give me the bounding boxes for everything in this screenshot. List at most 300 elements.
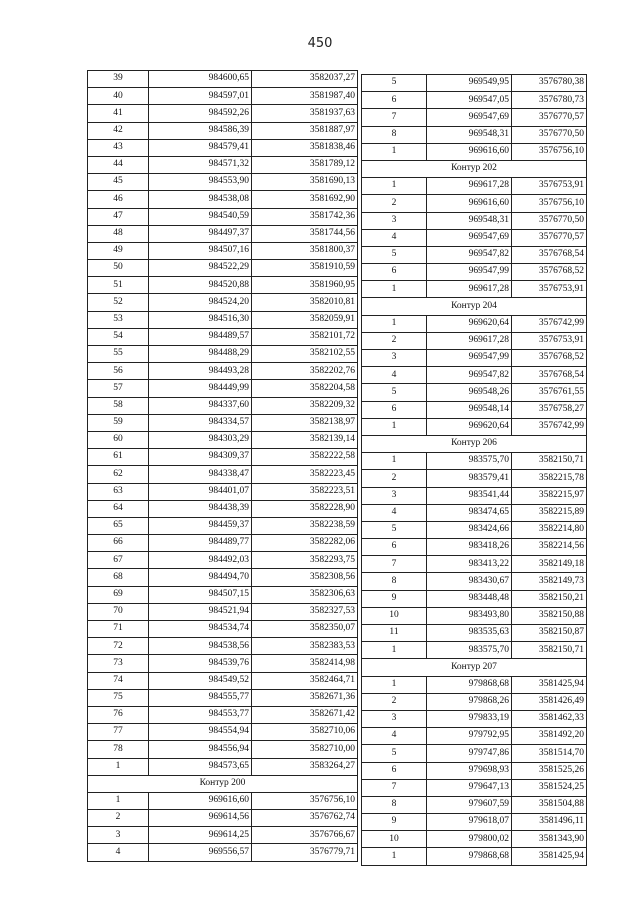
y-coordinate-cell: 3581524,25	[512, 779, 587, 796]
x-coordinate-cell: 984507,15	[149, 586, 252, 603]
point-number-cell: 65	[88, 517, 149, 534]
table-row	[362, 384, 587, 401]
x-coordinate-cell: 979607,59	[427, 796, 512, 813]
point-number-cell: 39	[88, 71, 149, 88]
table-row	[362, 573, 587, 590]
y-coordinate-cell: 3576770,57	[512, 109, 587, 126]
y-coordinate-cell: 3581514,70	[512, 745, 587, 762]
point-number-cell: 42	[88, 122, 149, 139]
coordinates-table-left-body	[88, 71, 358, 862]
point-number-cell: 8	[362, 126, 427, 143]
x-coordinate-cell: 984520,88	[149, 277, 252, 294]
y-coordinate-cell: 3582150,87	[512, 625, 587, 642]
x-coordinate-cell: 984492,03	[149, 552, 252, 569]
x-coordinate-cell: 969547,99	[427, 350, 512, 367]
y-coordinate-cell: 3576780,38	[512, 75, 587, 92]
point-number-cell: 6	[362, 92, 427, 109]
x-coordinate-cell: 984600,65	[149, 71, 252, 88]
table-row	[88, 88, 358, 105]
point-number-cell: 1	[362, 453, 427, 470]
y-coordinate-cell: 3582293,75	[252, 552, 358, 569]
point-number-cell: 67	[88, 552, 149, 569]
point-number-cell: 1	[362, 178, 427, 195]
x-coordinate-cell: 984401,07	[149, 483, 252, 500]
table-row	[88, 741, 358, 758]
y-coordinate-cell: 3576756,10	[252, 792, 358, 809]
y-coordinate-cell: 3582464,71	[252, 672, 358, 689]
y-coordinate-cell: 3576780,73	[512, 92, 587, 109]
point-number-cell: 47	[88, 208, 149, 225]
table-row	[362, 92, 587, 109]
y-coordinate-cell: 3576758,27	[512, 401, 587, 418]
table-row	[88, 724, 358, 741]
x-coordinate-cell: 984438,39	[149, 500, 252, 517]
y-coordinate-cell: 3576742,99	[512, 418, 587, 435]
table-row	[88, 225, 358, 242]
y-coordinate-cell: 3581462,33	[512, 710, 587, 727]
point-number-cell: 1	[362, 848, 427, 865]
table-row	[88, 71, 358, 88]
y-coordinate-cell: 3576753,91	[512, 281, 587, 298]
point-number-cell: 8	[362, 573, 427, 590]
x-coordinate-cell: 969549,95	[427, 75, 512, 92]
x-coordinate-cell: 979868,68	[427, 676, 512, 693]
x-coordinate-cell: 984338,47	[149, 466, 252, 483]
y-coordinate-cell: 3576770,57	[512, 229, 587, 246]
point-number-cell: 1	[88, 792, 149, 809]
x-coordinate-cell: 979618,07	[427, 814, 512, 831]
point-number-cell: 2	[362, 195, 427, 212]
x-coordinate-cell: 984556,94	[149, 741, 252, 758]
x-coordinate-cell: 969616,60	[427, 143, 512, 160]
y-coordinate-cell: 3582223,45	[252, 466, 358, 483]
x-coordinate-cell: 979647,13	[427, 779, 512, 796]
table-row	[88, 174, 358, 191]
y-coordinate-cell: 3581742,36	[252, 208, 358, 225]
x-coordinate-cell: 984521,94	[149, 603, 252, 620]
table-row	[362, 126, 587, 143]
point-number-cell: 1	[362, 418, 427, 435]
table-row	[362, 710, 587, 727]
x-coordinate-cell: 984538,56	[149, 638, 252, 655]
point-number-cell: 70	[88, 603, 149, 620]
point-number-cell: 56	[88, 363, 149, 380]
table-row	[362, 401, 587, 418]
x-coordinate-cell: 984524,20	[149, 294, 252, 311]
table-row	[88, 672, 358, 689]
point-number-cell: 8	[362, 796, 427, 813]
x-coordinate-cell: 984516,30	[149, 311, 252, 328]
x-coordinate-cell: 984489,77	[149, 535, 252, 552]
x-coordinate-cell: 969547,82	[427, 367, 512, 384]
point-number-cell: 4	[362, 367, 427, 384]
y-coordinate-cell: 3576768,52	[512, 264, 587, 281]
point-number-cell: 73	[88, 655, 149, 672]
table-row	[88, 603, 358, 620]
y-coordinate-cell: 3582150,88	[512, 607, 587, 624]
y-coordinate-cell: 3576753,91	[512, 332, 587, 349]
point-number-cell: 2	[362, 693, 427, 710]
y-coordinate-cell: 3581690,13	[252, 174, 358, 191]
point-number-cell: 55	[88, 346, 149, 363]
y-coordinate-cell: 3582214,56	[512, 539, 587, 556]
y-coordinate-cell: 3582671,42	[252, 706, 358, 723]
table-row	[362, 676, 587, 693]
table-row	[362, 625, 587, 642]
x-coordinate-cell: 984597,01	[149, 88, 252, 105]
table-row	[88, 363, 358, 380]
y-coordinate-cell: 3582150,71	[512, 642, 587, 659]
table-row	[362, 143, 587, 160]
page-number: 450	[307, 36, 333, 51]
point-number-cell: 10	[362, 831, 427, 848]
contour-header-row	[362, 160, 587, 177]
table-row	[88, 414, 358, 431]
y-coordinate-cell: 3581425,94	[512, 676, 587, 693]
x-coordinate-cell: 983541,44	[427, 487, 512, 504]
y-coordinate-cell: 3576779,71	[252, 844, 358, 861]
table-row	[88, 397, 358, 414]
y-coordinate-cell: 3582710,06	[252, 724, 358, 741]
table-row	[88, 431, 358, 448]
point-number-cell: 5	[362, 246, 427, 263]
table-row	[88, 208, 358, 225]
point-number-cell: 64	[88, 500, 149, 517]
point-number-cell: 1	[362, 676, 427, 693]
y-coordinate-cell: 3576766,67	[252, 827, 358, 844]
y-coordinate-cell: 3582059,91	[252, 311, 358, 328]
y-coordinate-cell: 3582282,06	[252, 535, 358, 552]
table-row	[88, 122, 358, 139]
x-coordinate-cell: 979800,02	[427, 831, 512, 848]
y-coordinate-cell: 3582149,18	[512, 556, 587, 573]
table-row	[362, 453, 587, 470]
x-coordinate-cell: 979833,19	[427, 710, 512, 727]
contour-title: Контур 207	[362, 659, 587, 676]
y-coordinate-cell: 3581496,11	[512, 814, 587, 831]
y-coordinate-cell: 3581910,59	[252, 260, 358, 277]
y-coordinate-cell: 3576770,50	[512, 212, 587, 229]
table-row	[88, 792, 358, 809]
contour-header-row	[88, 775, 358, 792]
point-number-cell: 2	[88, 810, 149, 827]
y-coordinate-cell: 3582101,72	[252, 328, 358, 345]
y-coordinate-cell: 3582414,98	[252, 655, 358, 672]
table-row	[362, 556, 587, 573]
table-row	[88, 621, 358, 638]
x-coordinate-cell: 984571,32	[149, 156, 252, 173]
y-coordinate-cell: 3576770,50	[512, 126, 587, 143]
y-coordinate-cell: 3581937,63	[252, 105, 358, 122]
y-coordinate-cell: 3576768,54	[512, 367, 587, 384]
x-coordinate-cell: 969617,28	[427, 281, 512, 298]
x-coordinate-cell: 984539,76	[149, 655, 252, 672]
x-coordinate-cell: 969547,99	[427, 264, 512, 281]
point-number-cell: 40	[88, 88, 149, 105]
y-coordinate-cell: 3582138,97	[252, 414, 358, 431]
x-coordinate-cell: 979747,86	[427, 745, 512, 762]
x-coordinate-cell: 983575,70	[427, 453, 512, 470]
point-number-cell: 49	[88, 242, 149, 259]
point-number-cell: 60	[88, 431, 149, 448]
x-coordinate-cell: 969548,26	[427, 384, 512, 401]
point-number-cell: 3	[362, 487, 427, 504]
y-coordinate-cell: 3581887,97	[252, 122, 358, 139]
point-number-cell: 52	[88, 294, 149, 311]
x-coordinate-cell: 983493,80	[427, 607, 512, 624]
y-coordinate-cell: 3582383,53	[252, 638, 358, 655]
point-number-cell: 11	[362, 625, 427, 642]
point-number-cell: 3	[362, 212, 427, 229]
table-row	[362, 642, 587, 659]
x-coordinate-cell: 984488,29	[149, 346, 252, 363]
x-coordinate-cell: 984489,57	[149, 328, 252, 345]
x-coordinate-cell: 969548,14	[427, 401, 512, 418]
contour-title: Контур 200	[88, 775, 358, 792]
point-number-cell: 4	[362, 229, 427, 246]
y-coordinate-cell: 3581744,56	[252, 225, 358, 242]
table-row	[88, 260, 358, 277]
y-coordinate-cell: 3581987,40	[252, 88, 358, 105]
table-row	[362, 487, 587, 504]
y-coordinate-cell: 3581838,46	[252, 139, 358, 156]
x-coordinate-cell: 984538,08	[149, 191, 252, 208]
point-number-cell: 5	[362, 521, 427, 538]
x-coordinate-cell: 979868,68	[427, 848, 512, 865]
y-coordinate-cell: 3582215,89	[512, 504, 587, 521]
y-coordinate-cell: 3582350,07	[252, 621, 358, 638]
table-row	[88, 535, 358, 552]
point-number-cell: 4	[362, 504, 427, 521]
point-number-cell: 6	[362, 401, 427, 418]
x-coordinate-cell: 984507,16	[149, 242, 252, 259]
y-coordinate-cell: 3582150,21	[512, 590, 587, 607]
x-coordinate-cell: 984497,37	[149, 225, 252, 242]
point-number-cell: 69	[88, 586, 149, 603]
table-row	[88, 139, 358, 156]
table-row	[362, 246, 587, 263]
x-coordinate-cell: 984555,77	[149, 689, 252, 706]
point-number-cell: 51	[88, 277, 149, 294]
x-coordinate-cell: 983424,66	[427, 521, 512, 538]
table-row	[362, 281, 587, 298]
point-number-cell: 43	[88, 139, 149, 156]
x-coordinate-cell: 969617,28	[427, 178, 512, 195]
y-coordinate-cell: 3582102,55	[252, 346, 358, 363]
x-coordinate-cell: 984549,52	[149, 672, 252, 689]
table-row	[362, 350, 587, 367]
y-coordinate-cell: 3581492,20	[512, 728, 587, 745]
table-row	[362, 814, 587, 831]
x-coordinate-cell: 969614,25	[149, 827, 252, 844]
y-coordinate-cell: 3581692,90	[252, 191, 358, 208]
table-row	[362, 178, 587, 195]
y-coordinate-cell: 3576756,10	[512, 143, 587, 160]
x-coordinate-cell: 984493,28	[149, 363, 252, 380]
point-number-cell: 53	[88, 311, 149, 328]
y-coordinate-cell: 3582037,27	[252, 71, 358, 88]
y-coordinate-cell: 3582202,76	[252, 363, 358, 380]
table-row	[362, 831, 587, 848]
table-row	[88, 706, 358, 723]
table-row	[362, 367, 587, 384]
table-row	[362, 728, 587, 745]
x-coordinate-cell: 984592,26	[149, 105, 252, 122]
point-number-cell: 66	[88, 535, 149, 552]
x-coordinate-cell: 969547,69	[427, 109, 512, 126]
table-row	[362, 470, 587, 487]
x-coordinate-cell: 983535,63	[427, 625, 512, 642]
y-coordinate-cell: 3582238,59	[252, 517, 358, 534]
y-coordinate-cell: 3582139,14	[252, 431, 358, 448]
table-row	[362, 745, 587, 762]
y-coordinate-cell: 3582228,90	[252, 500, 358, 517]
contour-header-row	[362, 659, 587, 676]
point-number-cell: 45	[88, 174, 149, 191]
table-row	[362, 195, 587, 212]
point-number-cell: 9	[362, 590, 427, 607]
point-number-cell: 75	[88, 689, 149, 706]
x-coordinate-cell: 979792,95	[427, 728, 512, 745]
point-number-cell: 3	[88, 827, 149, 844]
x-coordinate-cell: 984303,29	[149, 431, 252, 448]
point-number-cell: 7	[362, 779, 427, 796]
y-coordinate-cell: 3581960,95	[252, 277, 358, 294]
x-coordinate-cell: 983448,48	[427, 590, 512, 607]
table-row	[88, 294, 358, 311]
point-number-cell: 1	[88, 758, 149, 775]
point-number-cell: 4	[362, 728, 427, 745]
point-number-cell: 76	[88, 706, 149, 723]
y-coordinate-cell: 3583264,27	[252, 758, 358, 775]
x-coordinate-cell: 984309,37	[149, 449, 252, 466]
table-row	[362, 762, 587, 779]
point-number-cell: 68	[88, 569, 149, 586]
point-number-cell: 1	[362, 143, 427, 160]
x-coordinate-cell: 984449,99	[149, 380, 252, 397]
table-row	[88, 552, 358, 569]
point-number-cell: 44	[88, 156, 149, 173]
y-coordinate-cell: 3582010,81	[252, 294, 358, 311]
y-coordinate-cell: 3582222,58	[252, 449, 358, 466]
y-coordinate-cell: 3582671,36	[252, 689, 358, 706]
y-coordinate-cell: 3582215,78	[512, 470, 587, 487]
table-row	[88, 689, 358, 706]
point-number-cell: 71	[88, 621, 149, 638]
table-row	[88, 758, 358, 775]
x-coordinate-cell: 983579,41	[427, 470, 512, 487]
table-row	[362, 504, 587, 521]
point-number-cell: 5	[362, 75, 427, 92]
x-coordinate-cell: 984586,39	[149, 122, 252, 139]
table-row	[88, 517, 358, 534]
table-row	[362, 109, 587, 126]
contour-header-row	[362, 298, 587, 315]
table-row	[88, 156, 358, 173]
y-coordinate-cell: 3576768,54	[512, 246, 587, 263]
point-number-cell: 9	[362, 814, 427, 831]
x-coordinate-cell: 983413,22	[427, 556, 512, 573]
table-row	[362, 332, 587, 349]
contour-title: Контур 204	[362, 298, 587, 315]
y-coordinate-cell: 3576753,91	[512, 178, 587, 195]
x-coordinate-cell: 984554,94	[149, 724, 252, 741]
table-row	[88, 277, 358, 294]
point-number-cell: 5	[362, 745, 427, 762]
point-number-cell: 2	[362, 332, 427, 349]
x-coordinate-cell: 984553,90	[149, 174, 252, 191]
x-coordinate-cell: 983474,65	[427, 504, 512, 521]
point-number-cell: 63	[88, 483, 149, 500]
y-coordinate-cell: 3581343,90	[512, 831, 587, 848]
contour-title: Контур 206	[362, 435, 587, 452]
x-coordinate-cell: 984494,70	[149, 569, 252, 586]
y-coordinate-cell: 3576761,55	[512, 384, 587, 401]
table-row	[362, 539, 587, 556]
y-coordinate-cell: 3581525,26	[512, 762, 587, 779]
y-coordinate-cell: 3576756,10	[512, 195, 587, 212]
x-coordinate-cell: 969547,82	[427, 246, 512, 263]
table-row	[88, 483, 358, 500]
y-coordinate-cell: 3582223,51	[252, 483, 358, 500]
point-number-cell: 1	[362, 281, 427, 298]
table-row	[88, 844, 358, 861]
table-row	[362, 796, 587, 813]
x-coordinate-cell: 979698,93	[427, 762, 512, 779]
x-coordinate-cell: 969620,64	[427, 418, 512, 435]
y-coordinate-cell: 3582204,58	[252, 380, 358, 397]
y-coordinate-cell: 3581789,12	[252, 156, 358, 173]
y-coordinate-cell: 3582214,80	[512, 521, 587, 538]
table-row	[88, 242, 358, 259]
coordinates-table-right-body	[362, 75, 587, 866]
point-number-cell: 4	[88, 844, 149, 861]
x-coordinate-cell: 984459,37	[149, 517, 252, 534]
y-coordinate-cell: 3582150,71	[512, 453, 587, 470]
y-coordinate-cell: 3582308,56	[252, 569, 358, 586]
table-row	[362, 212, 587, 229]
y-coordinate-cell: 3581800,37	[252, 242, 358, 259]
table-row	[362, 264, 587, 281]
x-coordinate-cell: 969616,60	[149, 792, 252, 809]
table-row	[362, 590, 587, 607]
point-number-cell: 78	[88, 741, 149, 758]
y-coordinate-cell: 3581425,94	[512, 848, 587, 865]
point-number-cell: 46	[88, 191, 149, 208]
point-number-cell: 6	[362, 539, 427, 556]
y-coordinate-cell: 3581504,88	[512, 796, 587, 813]
x-coordinate-cell: 984553,77	[149, 706, 252, 723]
table-row	[88, 655, 358, 672]
table-row	[88, 569, 358, 586]
point-number-cell: 6	[362, 762, 427, 779]
y-coordinate-cell: 3576762,74	[252, 810, 358, 827]
table-row	[362, 848, 587, 865]
table-row	[362, 693, 587, 710]
point-number-cell: 10	[362, 607, 427, 624]
point-number-cell: 1	[362, 315, 427, 332]
x-coordinate-cell: 969614,56	[149, 810, 252, 827]
x-coordinate-cell: 969616,60	[427, 195, 512, 212]
point-number-cell: 1	[362, 642, 427, 659]
point-number-cell: 7	[362, 556, 427, 573]
contour-title: Контур 202	[362, 160, 587, 177]
y-coordinate-cell: 3582327,53	[252, 603, 358, 620]
table-row	[88, 586, 358, 603]
y-coordinate-cell: 3582209,32	[252, 397, 358, 414]
x-coordinate-cell: 984522,29	[149, 260, 252, 277]
table-row	[88, 638, 358, 655]
